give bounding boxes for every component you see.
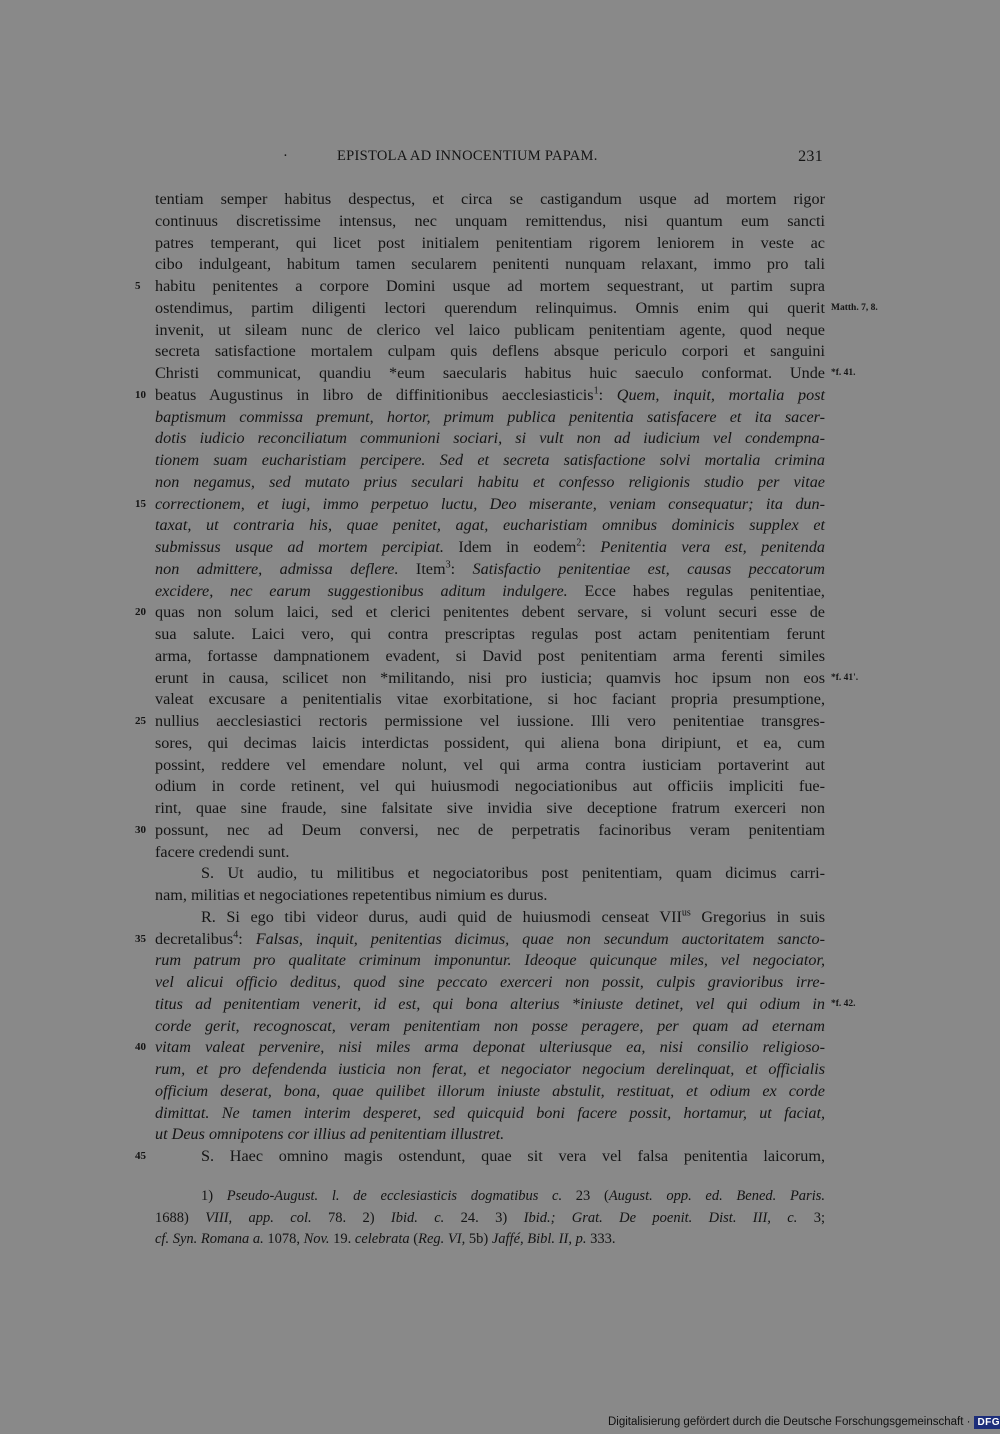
text-line — [135, 929, 825, 951]
italic-text: correctionem, et iugi, immo perpetuo luctu, Deo miserante, veniam consequatur; ita dun- — [155, 494, 825, 513]
text-segment: 333. — [586, 1231, 616, 1247]
text-segment: cibo indulgeant, habitum tamen secularem penitenti nunquam relaxant, immo pro tali — [155, 255, 825, 274]
text-line — [135, 494, 825, 516]
italic-text: Nov. — [303, 1231, 330, 1247]
text-line — [135, 276, 825, 298]
text-segment: odium in corde retinent, vel qui huiusmodi negociationibus aut officiis impliciti fue- — [155, 777, 825, 796]
footnote-marker: 2 — [576, 537, 582, 549]
text-line — [155, 624, 825, 646]
text-segment: Gregorius in suis — [690, 907, 826, 926]
text-line — [155, 733, 825, 755]
text-segment: beatus Augustinus in libro de diffinitionibus aecclesiasticis — [155, 385, 594, 404]
line-number: 30 — [135, 823, 146, 836]
text-segment: S. Ut audio, tu militibus et negociatoribus post penitentiam, quam dicimus carri- — [201, 864, 825, 883]
footnote-marker: us — [681, 907, 691, 919]
italic-text: VIII, app. col. — [205, 1209, 312, 1226]
italic-text: rum patrum pro qualitate criminum imponuntur. Ideoque quicunque miles, vel negociator, — [155, 951, 825, 970]
text-segment: nam, militias et negociationes repetentibus nimium es durus. — [155, 886, 548, 904]
text-line — [155, 559, 825, 581]
text-segment: possunt, nec ad Deum conversi, nec de perpetratis facinoribus veram penitentiam — [155, 820, 825, 839]
text-line — [155, 298, 878, 320]
italic-text: Penitentia vera est, penitenda — [600, 538, 826, 556]
italic-text: August. opp. ed. Bened. Paris. — [608, 1188, 825, 1204]
text-line — [155, 842, 825, 864]
line-number: 10 — [135, 388, 146, 401]
text-line — [155, 776, 825, 798]
text-line — [155, 798, 825, 820]
line-number: 5 — [135, 280, 141, 292]
italic-text: Reg. VI, — [418, 1231, 466, 1247]
line-number: 25 — [135, 715, 146, 727]
text-line — [155, 907, 825, 929]
text-segment: ostendimus, partim diligenti lectori querendum relinquimus. Omnis enim qui querit — [155, 298, 825, 317]
text-segment: ( — [409, 1231, 419, 1247]
text-segment: 5b) — [465, 1231, 492, 1247]
text-segment: tentiam semper habitus despectus, et circa se castigandum usque ad mortem rigor — [155, 190, 825, 208]
text-line — [155, 668, 859, 690]
text-segment: arma, fortasse dampnationem evadent, si David post penitentiam arma ferenti similes — [155, 646, 825, 665]
digitization-credit-bar — [608, 1412, 1000, 1432]
text-line — [155, 450, 825, 472]
text-line — [135, 1037, 825, 1059]
running-header — [155, 148, 825, 170]
header-dot: · — [283, 148, 289, 164]
text-line — [155, 472, 825, 494]
text-segment: Item — [398, 559, 446, 578]
text-line — [155, 1081, 825, 1103]
text-segment: : — [238, 929, 256, 948]
footnote-line — [155, 1186, 825, 1208]
text-line — [155, 189, 825, 211]
italic-text: dotis iudicio reconciliatum communioni sociari, si vult non ad iudicium vel condempna- — [155, 429, 825, 448]
text-line — [135, 820, 825, 842]
text-line — [135, 1146, 825, 1168]
italic-text: dimittat. Ne tamen interim desperet, sed quicquid boni facere possit, hortamur, ut faciat, — [155, 1103, 825, 1122]
text-segment: facere credendi sunt. — [155, 842, 290, 861]
text-line — [155, 233, 825, 255]
italic-text: officium deserat, bona, quae quilibet illorum iniuste abstulit, restituat, et odium ex corde — [155, 1081, 825, 1100]
page-number: 231 — [798, 148, 823, 165]
footnote-line — [155, 1208, 825, 1230]
line-number: 35 — [135, 932, 146, 945]
italic-text: non admittere, admissa deflere. — [155, 559, 399, 578]
italic-text: cf. Syn. Romana a. — [155, 1231, 264, 1247]
text-segment: S. Haec omnino magis ostendunt, quae sit vera vel falsa penitentia laicorum, — [201, 1147, 825, 1165]
text-segment: : — [450, 559, 473, 578]
text-line — [155, 885, 825, 907]
text-line — [155, 689, 825, 711]
text-line — [155, 1103, 825, 1125]
text-segment: : — [581, 538, 601, 556]
footnotes — [155, 1186, 825, 1251]
italic-text: excidere, nec earum suggestionibus aditum indulgere. — [155, 581, 568, 600]
text-segment: valeat excusare a penitentialis vitae exorbitatione, si hoc faciant propria presumptione, — [155, 690, 825, 709]
italic-text: Ibid. c. — [390, 1209, 445, 1226]
italic-text: baptismum commissa premunt, hortor, primum publica penitentia satisfacere et ita sacer- — [155, 407, 825, 426]
text-segment: quas non solum laici, sed et clerici penitentes debent servare, si volunt securi esse de — [155, 603, 825, 622]
text-segment: 23 ( — [562, 1188, 609, 1204]
page-title: EPISTOLA AD INNOCENTIUM PAPAM. — [337, 148, 598, 164]
line-number: 45 — [135, 1150, 146, 1162]
text-segment: R. Si ego tibi videor durus, audi quid de huiusmodi censeat VII — [201, 907, 682, 926]
text-segment: 1) — [201, 1188, 227, 1204]
text-line — [155, 254, 825, 276]
text-line — [155, 1016, 825, 1038]
main-text — [135, 189, 878, 1168]
text-line — [155, 994, 856, 1016]
text-segment: sua salute. Laici vero, qui contra prescriptas regulas post actam penitentiam ferunt — [155, 625, 825, 643]
dfg-logo: DFG — [974, 1416, 1000, 1429]
footnote-marker: 4 — [233, 929, 239, 941]
italic-text: vel alicui officio deditus, quod sine peccato exerceri non possit, culpis gravioribus irre- — [155, 973, 825, 991]
footnote-marker: 1 — [593, 385, 599, 397]
italic-text: Quem, inquit, mortalia post — [616, 385, 826, 404]
digitization-credit: Digitalisierung gefördert durch die Deutsche Forschungsgemeinschaft · — [608, 1416, 971, 1428]
italic-text: Pseudo-August. l. de ecclesiasticis dogmatibus c. — [226, 1188, 563, 1204]
italic-text: corde gerit, recognoscat, veram penitentiam non posse peragere, per quam ad eternam — [155, 1016, 825, 1035]
text-line — [155, 537, 825, 559]
text-line — [155, 320, 825, 342]
text-segment: decretalibus — [155, 929, 234, 948]
text-line — [155, 972, 825, 994]
text-line — [155, 211, 825, 233]
text-segment: secreta satisfactione mortalem culpam quis deflens absque periculo corpori et sanguini — [155, 342, 825, 361]
text-line — [155, 428, 825, 450]
italic-text: vitam valeat pervenire, nisi miles arma deponat ulteriusque ea, nisi consilio religioso- — [155, 1038, 825, 1057]
text-line — [155, 1059, 825, 1081]
text-segment: possint, reddere vel emendare nolunt, vel qui arma contra iusticiam portaverint aut — [155, 755, 825, 774]
margin-note: Matth. 7, 8. — [831, 302, 878, 313]
italic-text: Satisfactio penitentiae est, causas peccatorum — [472, 559, 825, 578]
text-segment: Idem in eodem — [443, 538, 577, 556]
text-line — [155, 1124, 825, 1146]
text-segment: 1078, — [263, 1231, 304, 1247]
italic-text: Ibid.; Grat. De poenit. Dist. III, c. — [523, 1209, 798, 1226]
margin-note: *f. 41'. — [831, 672, 859, 683]
text-segment: 24. 3) — [444, 1209, 524, 1226]
text-segment: rint, quae sine fraude, sine falsitate sive invidia sive deceptione fratrum exerceri non — [155, 799, 825, 817]
italic-text: celebrata — [354, 1231, 410, 1247]
text-line — [155, 581, 825, 603]
text-segment: 3; — [797, 1209, 825, 1226]
text-segment: continuus discretissime intensus, nec unquam remittendus, nisi quantum eum sancti — [155, 211, 825, 230]
text-segment: sores, qui decimas laicis interdictas possident, qui aliena bona diripiunt, et ea, cum — [155, 733, 825, 752]
text-segment: Ecce habes regulas penitentiae, — [567, 581, 825, 600]
text-segment: habitu penitentes a corpore Domini usque ad mortem sequestrant, ut partim supra — [155, 277, 825, 295]
text-segment: 78. 2) — [311, 1209, 391, 1226]
text-line — [135, 385, 826, 407]
margin-note: *f. 42. — [831, 998, 856, 1009]
text-line — [155, 363, 856, 385]
italic-text: ut Deus omnipotens cor illius ad penitentiam illustret. — [155, 1125, 505, 1144]
text-segment: patres temperant, qui licet post initialem penitentiam rigorem leniorem in veste ac — [155, 233, 825, 252]
text-segment: invenit, ut sileam nunc de clerico vel laico publicam penitentiam agente, quod neque — [155, 320, 825, 339]
text-line — [135, 602, 825, 624]
text-segment: 1688) — [155, 1209, 206, 1226]
text-line — [155, 407, 825, 429]
margin-note: *f. 41. — [831, 368, 856, 378]
text-line — [155, 341, 825, 363]
text-line — [155, 863, 825, 885]
text-segment: erunt in causa, scilicet non *militando, nisi pro iusticia; quamvis hoc ipsum non eos — [155, 668, 825, 687]
text-line — [155, 646, 825, 668]
italic-text: Falsas, inquit, penitentias dicimus, quae non secundum auctoritatem sancto- — [255, 929, 825, 948]
text-segment: 19. — [329, 1231, 355, 1247]
italic-text: submissus usque ad mortem percipiat. — [155, 538, 444, 556]
text-line — [135, 711, 825, 733]
italic-text: rum, et pro defendenda iusticia non ferat, et negociator negocium derelinquat, et officialis — [155, 1060, 825, 1078]
italic-text: taxat, ut contraria his, quae penitet, agat, eucharistiam omnibus dominicis supplex et — [155, 516, 825, 535]
line-number: 20 — [135, 606, 146, 619]
text-segment: : — [598, 385, 617, 404]
line-number: 15 — [135, 497, 146, 510]
italic-text: titus ad penitentiam venerit, id est, qui bona alterius *iniuste detinet, vel qui odium in — [155, 994, 825, 1013]
italic-text: non negamus, sed mutato prius seculari habitu et confesso religionis studio per vitae — [155, 472, 825, 491]
text-segment: nullius aecclesiastici rectoris permissione vel iussione. Illi vero penitentiae transgres- — [155, 712, 825, 730]
text-line — [155, 950, 825, 972]
text-line — [155, 515, 825, 537]
italic-text: Jaffé, Bibl. II, p. — [491, 1231, 587, 1247]
footnote-line — [155, 1229, 825, 1251]
italic-text: tionem suam eucharistiam percipere. Sed et secreta satisfactione solvi mortalia crimina — [155, 451, 825, 469]
text-line — [155, 755, 825, 777]
footnote-marker: 3 — [445, 559, 451, 571]
line-number: 40 — [135, 1041, 146, 1054]
text-segment: Christi communicat, quandiu *eum saecularis habitus huic saeculo conformat. Unde — [155, 364, 825, 382]
